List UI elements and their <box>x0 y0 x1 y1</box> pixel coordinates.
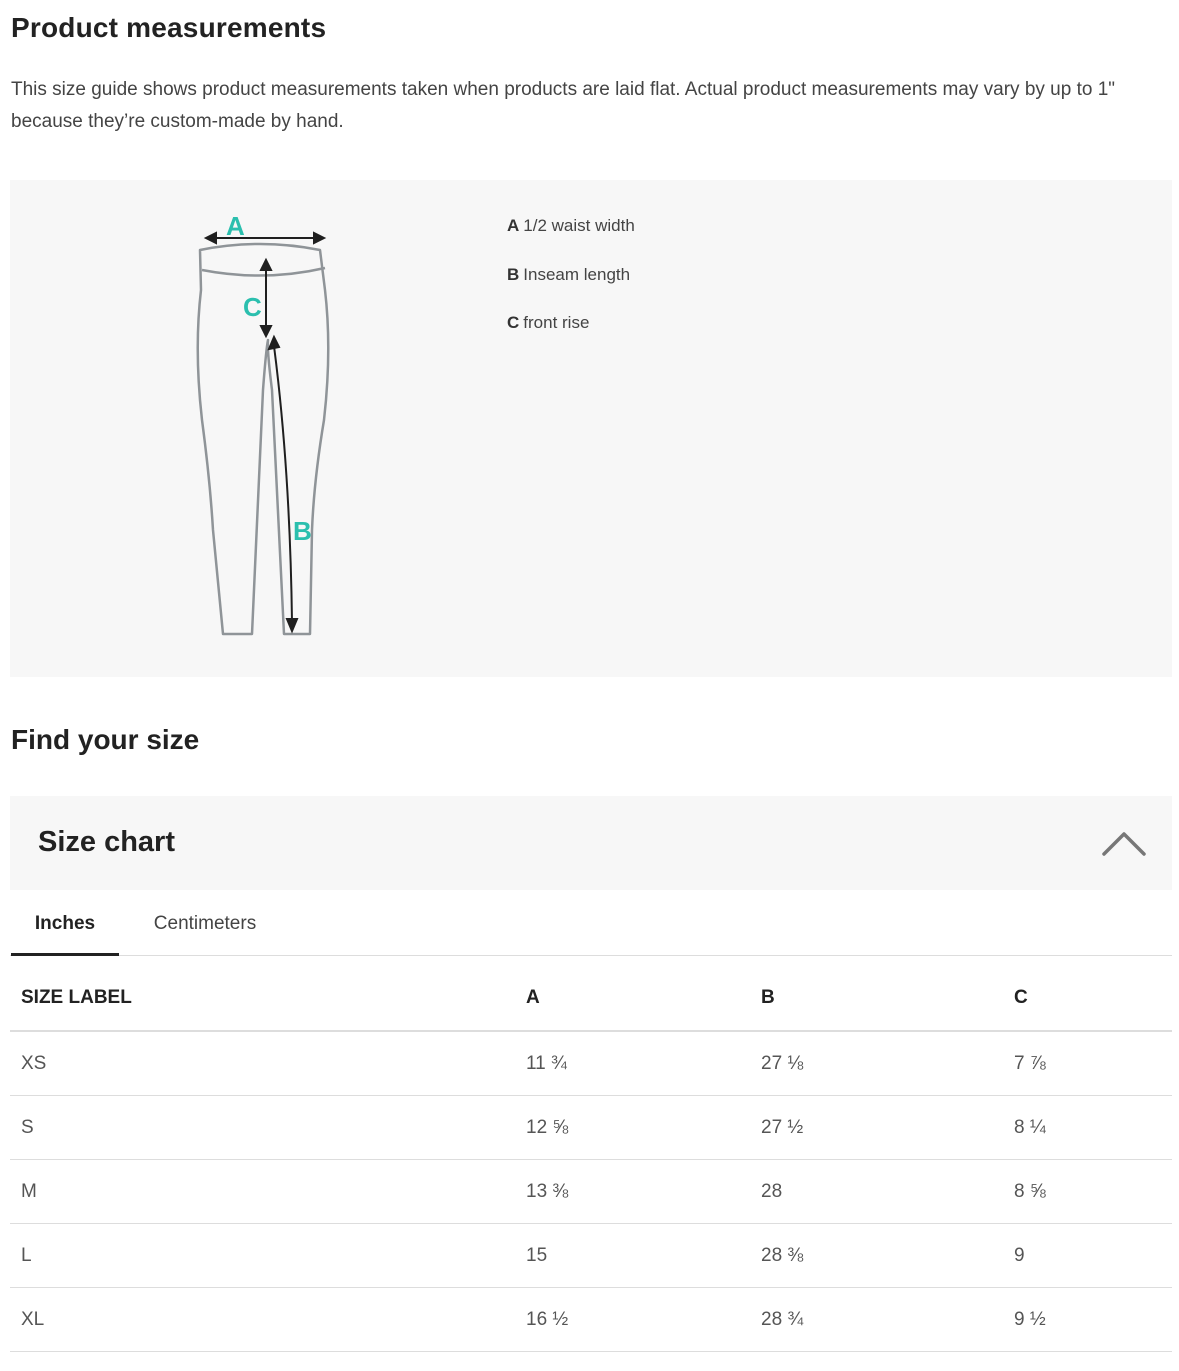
cell-c: 8 ⅝ <box>1003 1160 1172 1224</box>
intro-text: This size guide shows product measurements taken when products are laid flat. Actual product measurements may vary by up to 1" because they’re custom-made by hand. <box>11 79 1116 132</box>
header-b: B <box>750 965 1003 1031</box>
header-c: C <box>1003 965 1172 1031</box>
legend-label: Inseam length <box>523 264 631 284</box>
cell-a: 12 ⅝ <box>515 1096 750 1160</box>
marker-b: B <box>293 516 312 546</box>
find-size-title: Find your size <box>11 724 200 755</box>
cell-size: M <box>10 1160 515 1224</box>
marker-a: A <box>226 211 245 241</box>
leggings-outline <box>198 244 329 634</box>
cell-size: S <box>10 1096 515 1160</box>
cell-c: 9 <box>1003 1224 1172 1288</box>
cell-b: 28 <box>750 1160 1003 1224</box>
marker-c: C <box>243 292 262 322</box>
cell-b: 28 ¾ <box>750 1288 1003 1352</box>
table-row <box>10 1031 1172 1096</box>
size-chart-accordion-header[interactable] <box>10 796 1172 890</box>
cell-a: 11 ¾ <box>515 1031 750 1096</box>
measurement-legend <box>507 214 635 360</box>
measurement-figure-panel <box>10 180 1172 677</box>
unit-tabs <box>10 890 1172 956</box>
table-row <box>10 1288 1172 1352</box>
table-row <box>10 1096 1172 1160</box>
legend-item-a <box>507 214 635 263</box>
accordion-title: Size chart <box>38 826 175 858</box>
table-header-row <box>10 965 1172 1031</box>
header-a: A <box>515 965 750 1031</box>
legend-item-c <box>507 311 635 360</box>
table-row <box>10 1160 1172 1224</box>
cell-a: 13 ⅜ <box>515 1160 750 1224</box>
legend-label: front rise <box>523 313 590 332</box>
leggings-diagram <box>180 210 360 650</box>
legend-key: C <box>507 313 520 332</box>
header-size-label: SIZE LABEL <box>10 965 515 1031</box>
legend-key: B <box>507 264 520 284</box>
cell-b: 27 ½ <box>750 1096 1003 1160</box>
chevron-up-icon[interactable] <box>1100 826 1148 860</box>
legend-item-b <box>507 263 635 312</box>
legend-label: 1/2 waist width <box>523 216 635 235</box>
size-table <box>10 965 1172 1352</box>
cell-size: XS <box>10 1031 515 1096</box>
table-row <box>10 1224 1172 1288</box>
cell-c: 7 ⅞ <box>1003 1031 1172 1096</box>
cell-b: 28 ⅜ <box>750 1224 1003 1288</box>
page-title: Product measurements <box>11 12 327 43</box>
tab-centimeters[interactable]: Centimeters <box>153 913 257 934</box>
cell-a: 16 ½ <box>515 1288 750 1352</box>
cell-c: 8 ¼ <box>1003 1096 1172 1160</box>
cell-size: XL <box>10 1288 515 1352</box>
cell-c: 9 ½ <box>1003 1288 1172 1352</box>
legend-key: A <box>507 216 520 235</box>
cell-size: L <box>10 1224 515 1288</box>
cell-a: 15 <box>515 1224 750 1288</box>
tab-inches[interactable]: Inches <box>11 890 119 956</box>
cell-b: 27 ⅛ <box>750 1031 1003 1096</box>
